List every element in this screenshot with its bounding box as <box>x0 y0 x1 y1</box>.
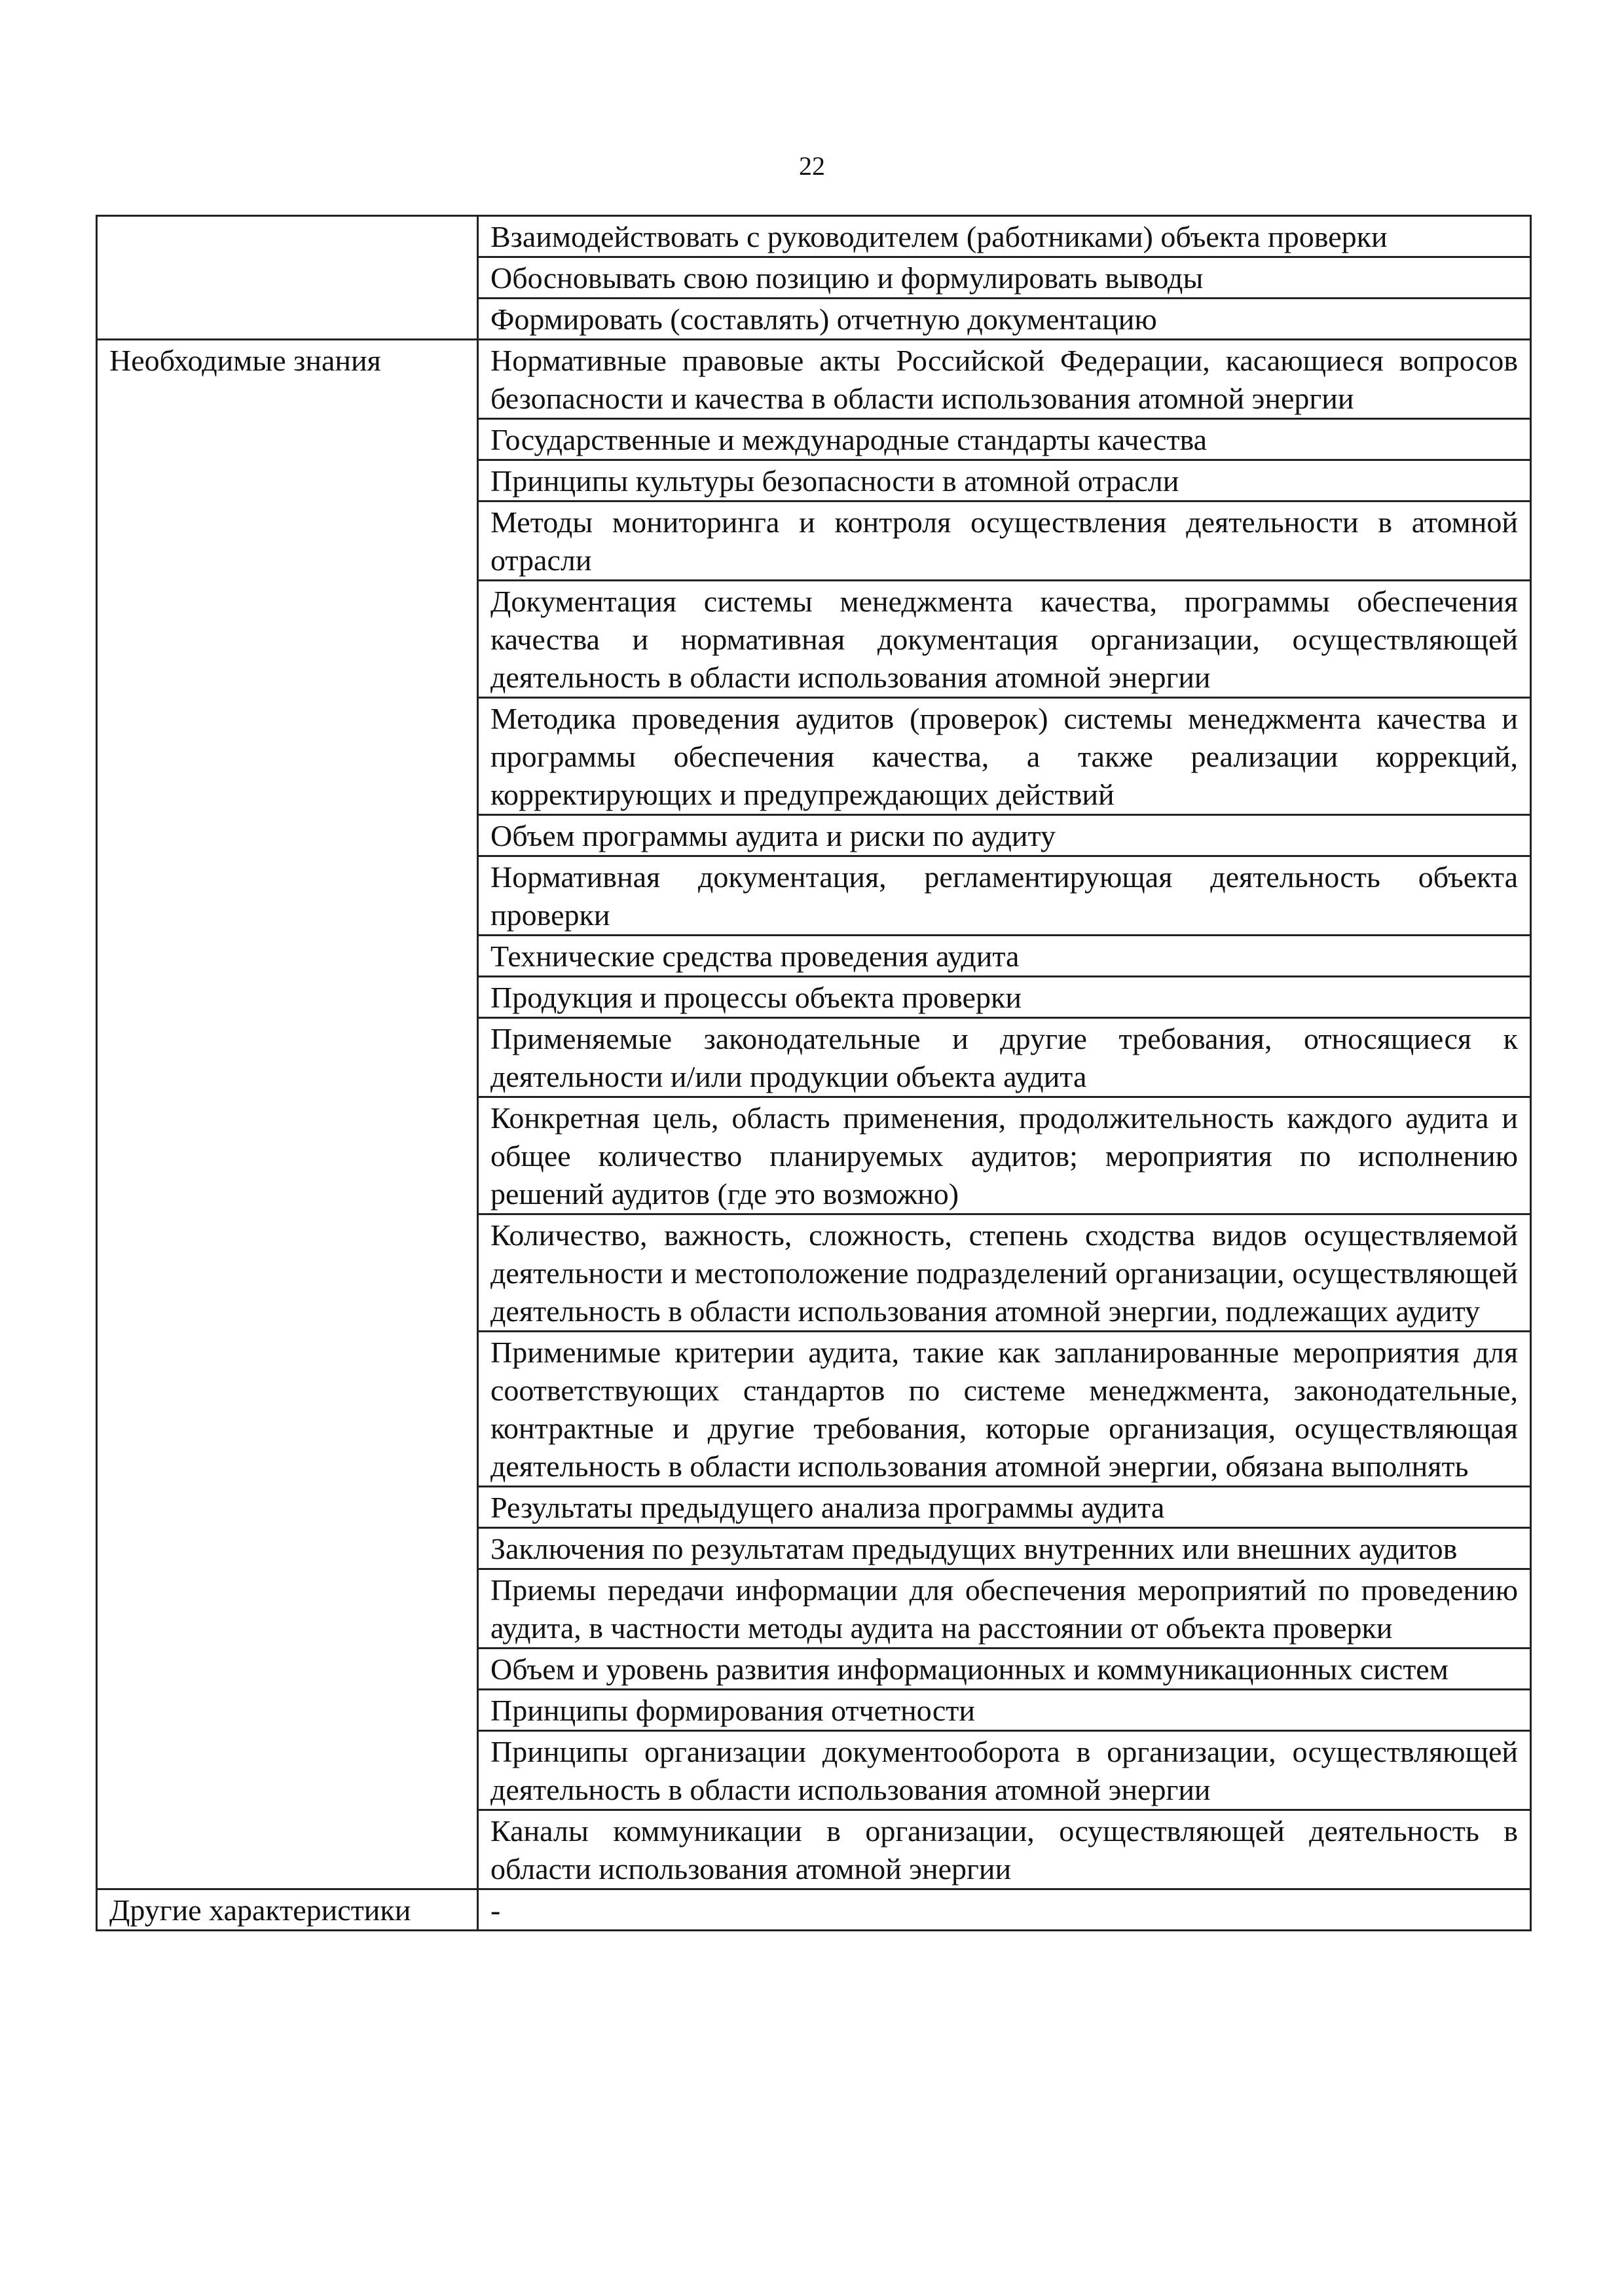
section-label: Другие характеристики <box>97 1889 478 1931</box>
requirement-item: Нормативная документация, регламентирующая деятельность объекта проверки <box>478 856 1531 936</box>
requirement-item: Документация системы менеджмента качества, программы обеспечения качества и нормативная документация организации, осуществляющей деятельность в области использования атомной энергии <box>478 581 1531 698</box>
requirement-item: Применимые критерии аудита, такие как запланированные мероприятия для соответствующих стандартов по системе менеджмента, законодательные, контрактные и другие требования, которые организация, осуществляющая деятельность в области использования атомной энергии, обязана выполнять <box>478 1332 1531 1487</box>
table-row <box>97 340 1531 419</box>
qualification-table-body <box>97 216 1531 1931</box>
requirement-item: Обосновывать свою позицию и формулировать выводы <box>478 257 1531 299</box>
requirement-item: Заключения по результатам предыдущих внутренних или внешних аудитов <box>478 1528 1531 1569</box>
requirement-item: Технические средства проведения аудита <box>478 936 1531 977</box>
page-number: 22 <box>799 151 825 181</box>
requirement-item: Методика проведения аудитов (проверок) системы менеджмента качества и программы обеспечения качества, а также реализации коррекций, корректирующих и предупреждающих действий <box>478 698 1531 815</box>
requirement-item: Применяемые законодательные и другие требования, относящиеся к деятельности и/или продукции объекта аудита <box>478 1018 1531 1097</box>
section-label: Необходимые знания <box>97 340 478 1889</box>
requirement-item: Государственные и международные стандарты качества <box>478 419 1531 460</box>
requirement-item: Конкретная цель, область применения, продолжительность каждого аудита и общее количество планируемых аудитов; мероприятия по исполнению решений аудитов (где это возможно) <box>478 1097 1531 1214</box>
requirement-item: Принципы культуры безопасности в атомной отрасли <box>478 460 1531 501</box>
section-label <box>97 216 478 340</box>
table-row <box>97 1889 1531 1931</box>
requirement-item: Каналы коммуникации в организации, осуществляющей деятельность в области использования атомной энергии <box>478 1810 1531 1889</box>
requirement-item: Нормативные правовые акты Российской Федерации, касающиеся вопросов безопасности и качества в области использования атомной энергии <box>478 340 1531 419</box>
requirement-item: Результаты предыдущего анализа программы аудита <box>478 1487 1531 1528</box>
requirement-item: Методы мониторинга и контроля осуществления деятельности в атомной отрасли <box>478 501 1531 581</box>
requirement-item: Приемы передачи информации для обеспечения мероприятий по проведению аудита, в частности методы аудита на расстоянии от объекта проверки <box>478 1569 1531 1649</box>
requirement-item: Взаимодействовать с руководителем (работниками) объекта проверки <box>478 216 1531 257</box>
table-row <box>97 216 1531 257</box>
requirement-item: Количество, важность, сложность, степень сходства видов осуществляемой деятельности и местоположение подразделений организации, осуществляющей деятельность в области использования атомной энергии, подлежащих аудиту <box>478 1214 1531 1332</box>
requirement-item: Формировать (составлять) отчетную документацию <box>478 299 1531 340</box>
requirement-item: - <box>478 1889 1531 1931</box>
requirement-item: Принципы формирования отчетности <box>478 1690 1531 1731</box>
qualification-table <box>96 215 1532 1931</box>
requirement-item: Принципы организации документооборота в организации, осуществляющей деятельность в области использования атомной энергии <box>478 1731 1531 1810</box>
requirement-item: Объем и уровень развития информационных и коммуникационных систем <box>478 1649 1531 1690</box>
requirement-item: Продукция и процессы объекта проверки <box>478 977 1531 1018</box>
requirement-item: Объем программы аудита и риски по аудиту <box>478 815 1531 856</box>
